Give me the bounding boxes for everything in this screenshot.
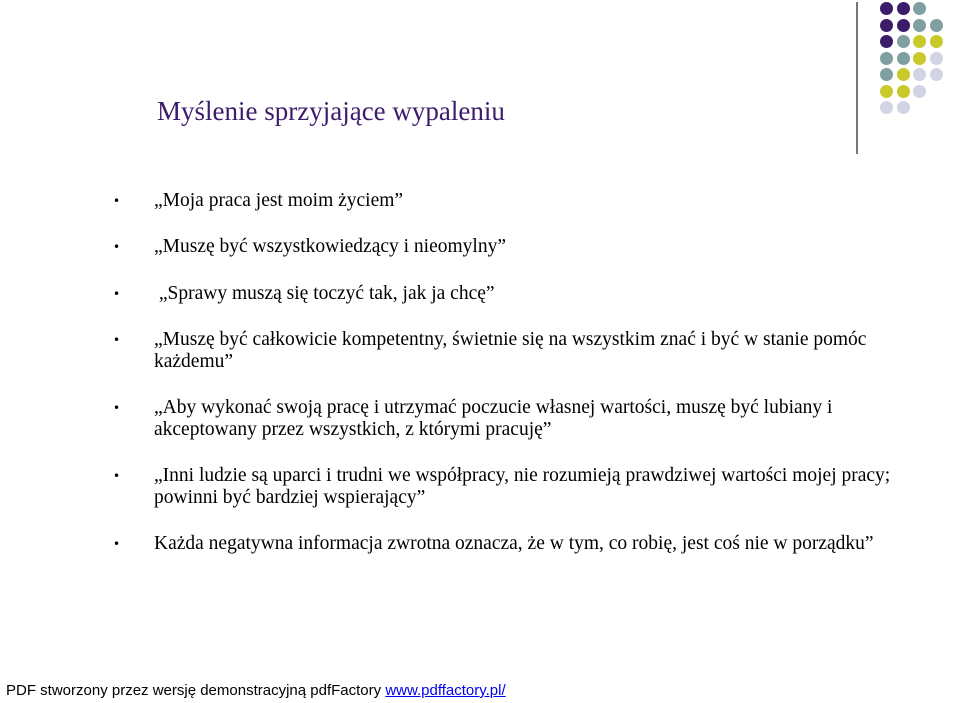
bullet-icon: • <box>113 401 121 415</box>
bullet-item <box>113 465 913 509</box>
decorative-dot <box>880 2 893 15</box>
decorative-dot <box>897 101 910 114</box>
decorative-dot <box>880 68 893 81</box>
bullet-icon: • <box>113 333 121 347</box>
decorative-dot <box>880 52 893 65</box>
decorative-dot <box>897 2 910 15</box>
bullet-icon: • <box>113 469 121 483</box>
decorative-dot <box>913 68 926 81</box>
decorative-dot <box>880 35 893 48</box>
bullet-item <box>113 283 913 305</box>
decorative-dot <box>880 85 893 98</box>
bullet-text: „Muszę być całkowicie kompetentny, świetnie się na wszystkim znać i być w stanie pomóc każdemu” <box>154 329 867 372</box>
decorative-dot <box>897 19 910 32</box>
decorative-dot <box>930 19 943 32</box>
decorative-dot <box>880 101 893 114</box>
bullet-icon: • <box>113 240 121 254</box>
divider-line <box>856 2 858 154</box>
bullet-text: Każda negatywna informacja zwrotna oznacza, że w tym, co robię, jest coś nie w porządku” <box>154 533 874 554</box>
bullet-list <box>113 190 913 555</box>
bullet-icon: • <box>113 537 121 551</box>
decorative-dot <box>930 35 943 48</box>
decorative-dot <box>897 35 910 48</box>
decorative-dot <box>930 52 943 65</box>
bullet-text: „Sprawy muszą się toczyć tak, jak ja chcę” <box>154 283 495 304</box>
bullet-icon: • <box>113 194 121 208</box>
bullet-icon: • <box>113 287 121 301</box>
bullet-item <box>113 236 913 258</box>
decorative-dot <box>930 68 943 81</box>
decorative-dot <box>913 85 926 98</box>
bullet-item <box>113 397 913 441</box>
pdf-footer <box>6 682 506 699</box>
bullet-item <box>113 190 913 212</box>
decorative-dot <box>913 35 926 48</box>
bullet-text: „Moja praca jest moim życiem” <box>154 190 404 211</box>
bullet-item <box>113 329 913 373</box>
bullet-text: „Aby wykonać swoją pracę i utrzymać poczucie własnej wartości, muszę być lubiany i akceptowany przez wszystkich, z którymi pracuję” <box>154 397 833 440</box>
decorative-dot <box>897 85 910 98</box>
decorative-dot <box>913 2 926 15</box>
decorative-dot <box>897 68 910 81</box>
decorative-dot <box>897 52 910 65</box>
footer-text: PDF stworzony przez wersję demonstracyjną pdfFactory <box>6 682 386 699</box>
bullet-text: „Inni ludzie są uparci i trudni we współpracy, nie rozumieją prawdziwej wartości mojej pracy; powinni być bardziej wspierający” <box>154 465 891 508</box>
bullet-item <box>113 533 913 555</box>
decorative-dot-grid <box>876 0 960 140</box>
bullet-text: „Muszę być wszystkowiedzący i nieomylny” <box>154 236 506 257</box>
decorative-dot <box>913 19 926 32</box>
footer-link[interactable]: www.pdffactory.pl/ <box>385 682 506 699</box>
decorative-dot <box>913 52 926 65</box>
decorative-dot <box>880 19 893 32</box>
slide-title: Myślenie sprzyjające wypaleniu <box>157 96 505 126</box>
